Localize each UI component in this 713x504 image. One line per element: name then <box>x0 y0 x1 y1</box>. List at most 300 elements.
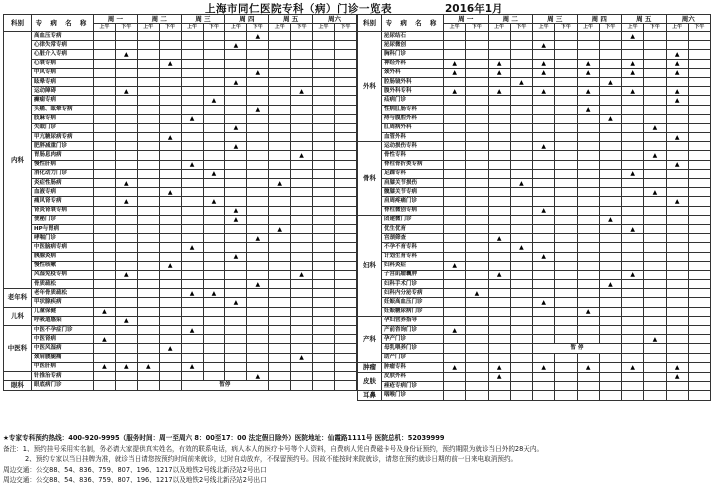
left-dept-name: 眩晕专病 <box>32 77 94 86</box>
left-slot-empty <box>334 289 356 298</box>
left-slot-empty <box>247 151 269 160</box>
right-slot-empty <box>599 316 621 325</box>
left-slot-empty <box>115 32 137 41</box>
right-slot-empty <box>622 234 644 243</box>
right-slot-empty <box>488 123 510 132</box>
left-slot-empty <box>247 96 269 105</box>
left-dept-name: 便秘门诊 <box>32 215 94 224</box>
right-slot-marker: ▲ <box>577 59 599 68</box>
left-slot-empty <box>291 77 313 86</box>
left-slot-marker: ▲ <box>225 252 247 261</box>
left-slot-empty <box>137 381 159 391</box>
right-slot-empty <box>644 105 666 114</box>
right-slot-empty <box>622 151 644 160</box>
left-slot-empty <box>203 234 225 243</box>
right-slot-empty <box>666 41 688 50</box>
right-slot-empty <box>622 353 644 362</box>
left-slot-empty <box>181 270 203 279</box>
left-slot-empty <box>225 188 247 197</box>
right-dept-name: 痤疮专病门诊 <box>382 381 444 390</box>
left-slot-empty <box>94 105 116 114</box>
left-slot-empty <box>313 307 335 316</box>
right-dept-name: 计划生育专科 <box>382 252 444 261</box>
left-slot-empty <box>313 50 335 59</box>
left-slot-empty <box>115 353 137 362</box>
left-slot-empty <box>94 371 116 380</box>
right-slot-empty <box>533 169 555 178</box>
right-slot-empty <box>577 32 599 41</box>
right-slot-empty <box>488 151 510 160</box>
right-slot-empty <box>599 270 621 279</box>
right-slot-empty <box>444 142 466 151</box>
left-slot-empty <box>115 381 137 391</box>
left-slot-empty <box>203 160 225 169</box>
right-category-cell: 骨科 <box>358 142 382 216</box>
left-slot-empty <box>291 50 313 59</box>
left-slot-empty <box>247 197 269 206</box>
left-slot-empty <box>115 142 137 151</box>
left-slot-empty <box>203 179 225 188</box>
right-header-am: 上午 <box>444 24 466 32</box>
left-slot-empty <box>247 179 269 188</box>
left-slot-empty <box>225 114 247 123</box>
left-slot-empty <box>181 50 203 59</box>
right-slot-empty <box>488 252 510 261</box>
left-slot-empty <box>334 160 356 169</box>
left-slot-marker: ▲ <box>94 335 116 344</box>
left-category-cell: 儿科 <box>4 307 32 325</box>
right-slot-marker: ▲ <box>533 68 555 77</box>
right-dept-name: 腹外科专科 <box>382 87 444 96</box>
right-slot-empty <box>533 151 555 160</box>
right-slot-empty <box>510 206 532 215</box>
left-slot-empty <box>291 335 313 344</box>
left-slot-empty <box>181 335 203 344</box>
right-slot-empty <box>466 234 488 243</box>
right-slot-empty <box>510 391 532 401</box>
right-slot-empty <box>688 59 710 68</box>
left-slot-empty <box>269 206 291 215</box>
right-table-row <box>358 335 711 344</box>
left-slot-empty <box>334 123 356 132</box>
right-slot-empty <box>510 326 532 335</box>
right-slot-marker: ▲ <box>577 307 599 316</box>
right-table-row <box>358 169 711 178</box>
left-header-pm: 下午 <box>334 24 356 32</box>
right-slot-empty <box>577 215 599 224</box>
left-table-row <box>4 344 357 353</box>
right-dept-name: 肿瘤专科 <box>382 362 444 372</box>
right-table-row <box>358 252 711 261</box>
left-dept-name: 呼吸道感染 <box>32 316 94 325</box>
right-slot-empty <box>466 243 488 252</box>
left-slot-empty <box>334 307 356 316</box>
left-slot-empty <box>334 142 356 151</box>
left-slot-empty <box>247 160 269 169</box>
left-slot-empty <box>137 179 159 188</box>
left-slot-empty <box>225 105 247 114</box>
left-slot-empty <box>269 169 291 178</box>
right-slot-empty <box>622 179 644 188</box>
right-slot-empty <box>510 353 532 362</box>
left-slot-empty <box>94 77 116 86</box>
left-slot-marker: ▲ <box>225 123 247 132</box>
right-header-pm: 下午 <box>510 24 532 32</box>
left-slot-empty <box>94 68 116 77</box>
left-slot-empty <box>269 371 291 380</box>
right-slot-empty <box>510 289 532 298</box>
right-slot-empty <box>533 50 555 59</box>
right-slot-empty <box>688 96 710 105</box>
left-table-row <box>4 289 357 298</box>
right-slot-empty <box>466 316 488 325</box>
right-slot-empty <box>644 280 666 289</box>
left-slot-empty <box>269 41 291 50</box>
left-slot-empty <box>247 335 269 344</box>
right-slot-empty <box>444 316 466 325</box>
right-header-day-6: 周六 <box>666 15 711 24</box>
right-slot-empty <box>688 372 710 381</box>
left-slot-empty <box>313 87 335 96</box>
right-slot-empty <box>510 68 532 77</box>
right-slot-empty <box>466 298 488 307</box>
right-dept-name: 孕产门诊 <box>382 335 444 344</box>
right-dept-name: 妊娠高血压门诊 <box>382 298 444 307</box>
left-table-row <box>4 142 357 151</box>
right-slot-empty <box>510 335 532 344</box>
right-slot-empty <box>577 391 599 401</box>
right-slot-empty <box>555 105 577 114</box>
left-slot-empty <box>225 344 247 353</box>
right-slot-empty <box>466 105 488 114</box>
left-dept-name: HP与胃病 <box>32 224 94 233</box>
left-slot-empty <box>94 316 116 325</box>
left-slot-empty <box>247 59 269 68</box>
right-slot-empty <box>599 96 621 105</box>
right-slot-empty <box>688 142 710 151</box>
right-slot-empty <box>622 96 644 105</box>
left-slot-empty <box>334 371 356 380</box>
left-slot-empty <box>181 77 203 86</box>
right-slot-empty <box>466 326 488 335</box>
right-slot-empty <box>644 169 666 178</box>
left-slot-marker: ▲ <box>181 326 203 335</box>
right-slot-empty <box>510 123 532 132</box>
right-dept-name: 妇科内分泌专病 <box>382 289 444 298</box>
transport-line-1: 周边交通：公交88、54、836、759、807、196、1217以及地铁2号线北新泾站2号出口 <box>3 465 267 474</box>
right-table-row <box>358 353 711 362</box>
left-slot-empty <box>181 151 203 160</box>
left-dept-name: 慢性咳嗽 <box>32 261 94 270</box>
left-header-pm: 下午 <box>159 24 181 32</box>
left-slot-empty <box>115 59 137 68</box>
left-slot-marker: ▲ <box>247 371 269 380</box>
right-slot-empty <box>510 142 532 151</box>
left-slot-marker: ▲ <box>115 316 137 325</box>
right-slot-empty <box>488 243 510 252</box>
right-slot-empty <box>599 41 621 50</box>
left-slot-empty <box>334 105 356 114</box>
right-dept-name: 神经外科 <box>382 59 444 68</box>
left-slot-empty <box>247 243 269 252</box>
left-slot-empty <box>291 32 313 41</box>
right-slot-empty <box>555 188 577 197</box>
right-slot-empty <box>510 234 532 243</box>
right-slot-empty <box>444 224 466 233</box>
left-slot-empty <box>313 68 335 77</box>
left-slot-marker: ▲ <box>247 234 269 243</box>
left-table-row <box>4 316 357 325</box>
left-slot-empty <box>115 123 137 132</box>
right-slot-empty <box>533 261 555 270</box>
left-slot-empty <box>115 371 137 380</box>
left-slot-empty <box>225 234 247 243</box>
left-slot-empty <box>247 362 269 371</box>
right-slot-empty <box>444 105 466 114</box>
right-slot-empty <box>466 197 488 206</box>
left-slot-marker: ▲ <box>94 362 116 371</box>
right-slot-empty <box>555 59 577 68</box>
right-slot-empty <box>644 179 666 188</box>
right-category-cell: 妇科 <box>358 215 382 316</box>
left-header-dept: 专 病 名 称 <box>32 15 94 32</box>
left-slot-empty <box>313 298 335 307</box>
left-slot-empty <box>181 371 203 380</box>
left-slot-empty <box>115 344 137 353</box>
left-slot-empty <box>137 307 159 316</box>
right-header-pm: 下午 <box>599 24 621 32</box>
right-slot-empty <box>644 344 666 353</box>
right-slot-empty <box>533 289 555 298</box>
left-slot-empty <box>225 169 247 178</box>
left-slot-empty <box>159 280 181 289</box>
right-slot-empty <box>666 335 688 344</box>
right-slot-empty <box>622 123 644 132</box>
right-dept-name: 痔与腹腔外科 <box>382 114 444 123</box>
right-slot-empty <box>688 32 710 41</box>
schedule-grid <box>3 14 711 432</box>
left-slot-empty <box>115 96 137 105</box>
right-slot-empty <box>666 270 688 279</box>
left-slot-empty <box>247 298 269 307</box>
left-table-row <box>4 32 357 41</box>
left-slot-empty <box>313 381 335 391</box>
left-slot-empty <box>269 59 291 68</box>
right-slot-empty <box>444 307 466 316</box>
left-table-row <box>4 335 357 344</box>
right-slot-empty <box>510 372 532 381</box>
left-dept-name: 儿童保健 <box>32 307 94 316</box>
left-slot-empty <box>225 59 247 68</box>
right-slot-empty <box>466 50 488 59</box>
right-slot-empty <box>577 160 599 169</box>
left-slot-empty <box>137 41 159 50</box>
right-slot-marker: ▲ <box>666 87 688 96</box>
right-slot-empty <box>622 50 644 59</box>
left-slot-empty <box>291 215 313 224</box>
right-slot-empty <box>555 151 577 160</box>
left-header-day-4: 周 四 <box>225 15 269 24</box>
right-header-row-days <box>358 15 711 24</box>
right-slot-empty <box>488 215 510 224</box>
left-slot-empty <box>181 133 203 142</box>
left-slot-marker: ▲ <box>181 243 203 252</box>
right-slot-empty <box>688 344 710 353</box>
right-slot-empty <box>644 372 666 381</box>
right-slot-empty <box>444 179 466 188</box>
right-header-day-3: 周 三 <box>533 15 578 24</box>
left-slot-empty <box>269 335 291 344</box>
right-slot-empty <box>533 179 555 188</box>
left-slot-marker: ▲ <box>225 77 247 86</box>
left-slot-empty <box>159 215 181 224</box>
right-slot-empty <box>510 32 532 41</box>
right-slot-empty <box>688 169 710 178</box>
left-slot-empty <box>334 215 356 224</box>
left-dept-name: 甲亢糖尿病专病 <box>32 133 94 142</box>
left-dept-name: 针推治专病 <box>32 371 94 380</box>
left-table-row <box>4 326 357 335</box>
left-slot-empty <box>291 188 313 197</box>
left-slot-empty <box>159 169 181 178</box>
right-header-am: 上午 <box>488 24 510 32</box>
right-slot-empty <box>555 307 577 316</box>
right-slot-empty <box>466 169 488 178</box>
left-slot-empty <box>137 298 159 307</box>
left-slot-empty <box>137 224 159 233</box>
left-slot-empty <box>203 32 225 41</box>
right-slot-empty <box>488 133 510 142</box>
right-slot-empty <box>555 298 577 307</box>
left-slot-empty <box>247 77 269 86</box>
left-slot-empty <box>334 50 356 59</box>
left-slot-empty <box>181 68 203 77</box>
right-slot-empty <box>577 133 599 142</box>
right-slot-empty <box>488 114 510 123</box>
left-dept-name: 胰腺炎病 <box>32 252 94 261</box>
left-slot-empty <box>115 326 137 335</box>
right-slot-empty <box>510 270 532 279</box>
left-slot-empty <box>269 381 291 391</box>
right-slot-empty <box>666 142 688 151</box>
left-slot-empty <box>225 224 247 233</box>
left-table-row <box>4 160 357 169</box>
left-slot-empty <box>313 344 335 353</box>
left-slot-empty <box>269 160 291 169</box>
left-table-row <box>4 243 357 252</box>
right-slot-marker: ▲ <box>533 59 555 68</box>
left-slot-marker: ▲ <box>247 105 269 114</box>
left-slot-empty <box>203 142 225 151</box>
left-slot-empty <box>269 362 291 371</box>
right-slot-marker: ▲ <box>444 68 466 77</box>
left-slot-empty <box>159 335 181 344</box>
left-slot-marker: ▲ <box>181 114 203 123</box>
left-table-row <box>4 252 357 261</box>
right-slot-marker: ▲ <box>666 372 688 381</box>
right-slot-empty <box>510 197 532 206</box>
left-dept-name: 心衰专病 <box>32 59 94 68</box>
right-slot-empty <box>577 41 599 50</box>
right-slot-empty <box>533 114 555 123</box>
right-header-am: 上午 <box>622 24 644 32</box>
right-slot-empty <box>622 133 644 142</box>
left-slot-empty <box>94 381 116 391</box>
right-slot-empty <box>599 105 621 114</box>
left-dept-name: 心脏介入专病 <box>32 50 94 59</box>
left-dept-name: 老年骨质疏松 <box>32 289 94 298</box>
left-slot-empty <box>137 335 159 344</box>
left-slot-empty <box>181 87 203 96</box>
left-dept-name: 甲状腺疾病 <box>32 298 94 307</box>
right-slot-empty <box>622 105 644 114</box>
left-slot-empty <box>115 105 137 114</box>
left-slot-marker: ▲ <box>181 289 203 298</box>
left-slot-empty <box>225 32 247 41</box>
right-slot-empty <box>688 391 710 401</box>
right-slot-empty <box>577 224 599 233</box>
right-slot-empty <box>555 206 577 215</box>
left-slot-empty <box>159 87 181 96</box>
left-slot-empty <box>203 335 225 344</box>
right-table-row <box>358 289 711 298</box>
left-slot-empty <box>159 224 181 233</box>
right-slot-empty <box>688 270 710 279</box>
left-slot-empty <box>115 188 137 197</box>
right-slot-empty <box>444 252 466 261</box>
right-slot-empty <box>666 206 688 215</box>
right-slot-empty <box>577 261 599 270</box>
left-slot-empty <box>334 234 356 243</box>
right-slot-empty <box>533 372 555 381</box>
left-slot-empty <box>313 224 335 233</box>
right-slot-marker: ▲ <box>599 77 621 86</box>
right-slot-empty <box>688 280 710 289</box>
left-slot-empty <box>313 270 335 279</box>
right-table-row <box>358 391 711 401</box>
left-slot-empty <box>291 234 313 243</box>
left-slot-empty <box>94 59 116 68</box>
right-slot-empty <box>533 243 555 252</box>
right-slot-empty <box>644 234 666 243</box>
left-slot-empty <box>159 68 181 77</box>
right-slot-empty <box>555 326 577 335</box>
left-slot-empty <box>159 362 181 371</box>
right-slot-empty <box>666 344 688 353</box>
left-slot-empty <box>269 326 291 335</box>
right-slot-empty <box>688 188 710 197</box>
right-slot-empty <box>533 280 555 289</box>
left-slot-empty <box>313 326 335 335</box>
right-slot-empty <box>666 326 688 335</box>
left-slot-empty <box>137 59 159 68</box>
right-slot-empty <box>644 316 666 325</box>
left-table-row <box>4 381 357 391</box>
left-slot-empty <box>137 32 159 41</box>
note-line-2: 2、预约专家以当日挂牌为准，就诊当日请您按预约时间前来就诊，过时自动放弃，不保留预约号。因故不能按时来院就诊，请您在预约就诊日期的前一日来电取消预约。 <box>25 455 518 463</box>
right-slot-empty <box>666 215 688 224</box>
right-slot-empty <box>466 77 488 86</box>
left-slot-empty <box>313 243 335 252</box>
left-slot-empty <box>159 252 181 261</box>
right-slot-empty <box>488 326 510 335</box>
left-slot-empty <box>313 41 335 50</box>
left-header-row-days <box>4 15 357 24</box>
right-slot-empty <box>577 206 599 215</box>
right-slot-empty <box>666 280 688 289</box>
right-slot-empty <box>488 179 510 188</box>
left-slot-empty <box>159 234 181 243</box>
